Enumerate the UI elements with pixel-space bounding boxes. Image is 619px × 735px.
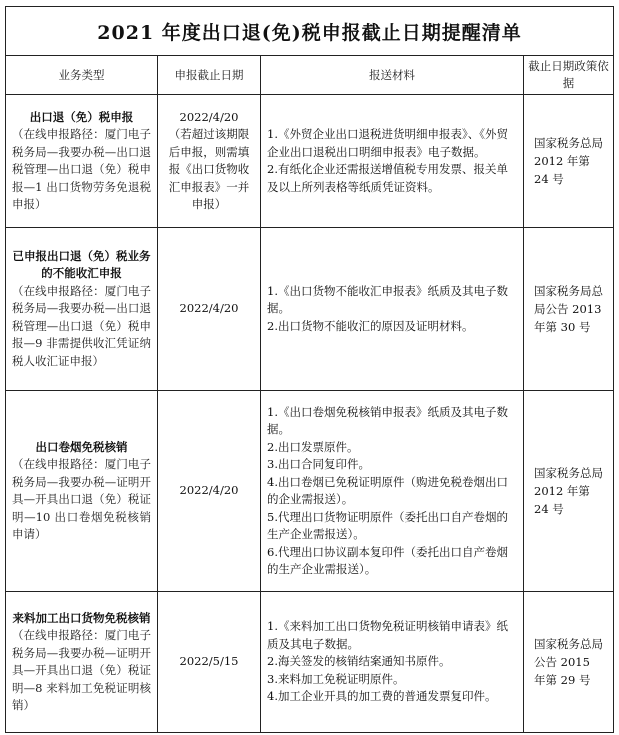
- header-materials: 报送材料: [261, 56, 524, 95]
- header-basis: 截止日期政策依据: [524, 56, 614, 95]
- deadline-cell: [158, 592, 261, 733]
- business-type-cell: [6, 95, 158, 228]
- material-item: 2.有纸化企业还需报送增值税专用发票、报关单及以上所列表格等纸质凭证资料。: [267, 162, 508, 194]
- document: [5, 6, 613, 733]
- table-row: [6, 95, 614, 228]
- online-path: （在线申报路径：厦门电子税务局—我要办税—证明开具—开具出口退（免）税证明—8 来料加工免税证明核销）: [12, 628, 151, 712]
- online-path: （在线申报路径：厦门电子税务局—我要办税—出口退税管理—出口退（免）税申报—1 出口货物劳务免退税申报）: [12, 127, 151, 211]
- material-item: 1.《出口货物不能收汇申报表》纸质及其电子数据。: [267, 283, 508, 316]
- materials-cell: [261, 95, 524, 228]
- deadline-note: （若超过该期限后申报，则需填报《出口货物收汇申报表》一并申报）: [168, 127, 250, 211]
- material-item: 6.代理出口协议副本复印件（委托出口自产卷烟的生产企业需报送）。: [267, 544, 508, 576]
- deadline-cell: [158, 391, 261, 592]
- policy-basis: 国家税务总局公告 2015 年第 29 号: [524, 592, 614, 733]
- deadline-cell: [158, 95, 261, 228]
- material-item: 3.出口合同复印件。: [267, 457, 370, 471]
- policy-basis: 国家税务局总局公告 2013 年第 30 号: [524, 228, 614, 391]
- policy-basis: 国家税务总局 2012 年第 24 号: [524, 391, 614, 592]
- business-type-cell: [6, 391, 158, 592]
- deadline-date: 2022/4/20: [179, 109, 239, 124]
- online-path: （在线申报路径：厦门电子税务局—我要办税—证明开具—开具出口退（免）税证明—10 出口卷烟免税核销申请）: [12, 457, 151, 541]
- deadline-date: 2022/5/15: [179, 654, 239, 669]
- materials-cell: [261, 228, 524, 391]
- material-item: 4.出口卷烟已免税证明原件（购进免税卷烟出口的企业需报送）。: [267, 474, 508, 506]
- material-item: 3.来料加工免税证明原件。: [267, 671, 405, 686]
- business-type-name: 来料加工出口货物免税核销: [12, 610, 151, 625]
- table-row: [6, 592, 614, 733]
- materials-cell: [261, 391, 524, 592]
- material-item: 1.《外贸企业出口退税进货明细申报表》、《外贸企业出口退税出口明细申报表》电子数据。: [267, 127, 508, 159]
- business-type-cell: [6, 592, 158, 733]
- document-title: 2021 年度出口退(免)税申报截止日期提醒清单: [6, 7, 614, 56]
- material-item: 4.加工企业开具的加工费的普通发票复印件。: [267, 689, 497, 704]
- materials-cell: [261, 592, 524, 733]
- material-item: 2.出口货物不能收汇的原因及证明材料。: [267, 318, 474, 333]
- policy-basis: 国家税务总局 2012 年第 24 号: [524, 95, 614, 228]
- material-item: 5.代理出口货物证明原件（委托出口自产卷烟的生产企业需报送）。: [267, 509, 508, 541]
- business-type-name: 出口卷烟免税核销: [35, 439, 128, 454]
- material-item: 1.《出口卷烟免税核销申报表》纸质及其电子数据。: [267, 404, 508, 436]
- header-deadline: 申报截止日期: [158, 56, 261, 95]
- header-type: 业务类型: [6, 56, 158, 95]
- deadline-date: 2022/4/20: [179, 301, 239, 316]
- deadline-cell: [158, 228, 261, 391]
- material-item: 1.《来料加工出口货物免税证明核销申请表》纸质及其电子数据。: [267, 619, 508, 651]
- business-type-name: 已申报出口退（免）税业务的不能收汇申报: [12, 248, 151, 281]
- deadline-date: 2022/4/20: [179, 483, 239, 498]
- table-header-row: [6, 56, 614, 95]
- material-item: 2.海关签发的核销结案通知书原件。: [267, 654, 451, 669]
- deadline-table: [5, 6, 614, 733]
- online-path: （在线申报路径：厦门电子税务局—我要办税—出口退税管理—出口退（免）税申报—9 非需提供收汇凭证纳税人收汇证申报）: [12, 283, 151, 368]
- material-item: 2.出口发票原件。: [267, 439, 359, 454]
- business-type-cell: [6, 228, 158, 391]
- table-row: [6, 391, 614, 592]
- table-row: [6, 228, 614, 391]
- business-type-name: 出口退（免）税申报: [29, 109, 134, 124]
